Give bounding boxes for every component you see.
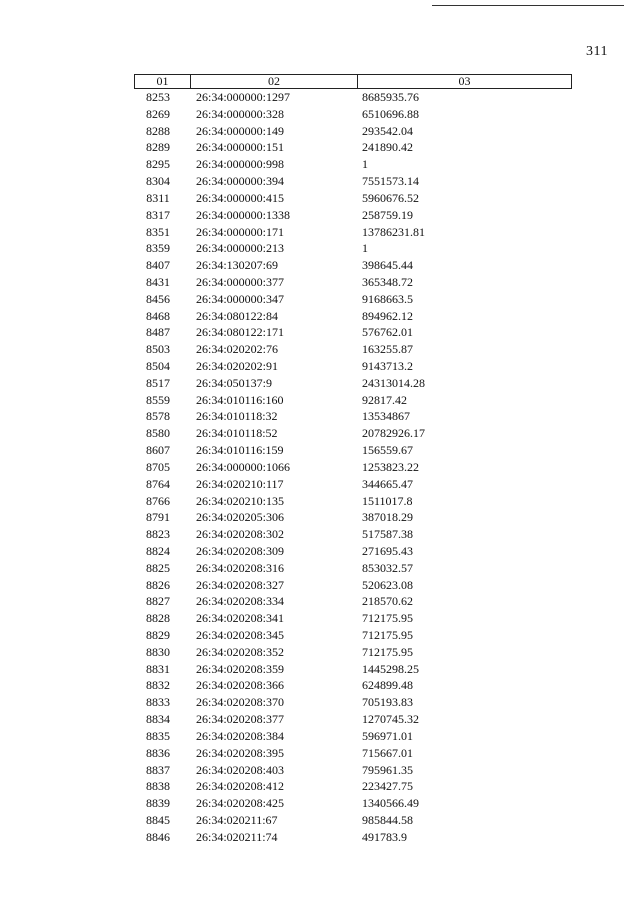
table-cell-col2: 26:34:020208:377	[196, 712, 285, 727]
table-cell-col3: 715667.01	[362, 745, 413, 760]
table-cell-col2: 26:34:000000:415	[196, 190, 285, 205]
table-header	[134, 74, 572, 89]
table-cell-col3: 491783.9	[362, 829, 407, 844]
table-row	[134, 644, 572, 661]
table-cell-col1: 8825	[146, 560, 170, 575]
table-cell-col2: 26:34:000000:151	[196, 140, 285, 155]
table-cell-col2: 26:34:020211:67	[196, 812, 278, 827]
table-cell-col2: 26:34:020208:403	[196, 762, 285, 777]
table-cell-col1: 8289	[146, 140, 170, 155]
table-cell-col2: 26:34:020208:412	[196, 779, 285, 794]
table-row	[134, 89, 572, 106]
table-cell-col2: 26:34:020208:425	[196, 796, 285, 811]
table-row	[134, 123, 572, 140]
table-cell-col1: 8487	[146, 325, 170, 340]
table-cell-col1: 8351	[146, 224, 170, 239]
table-cell-col2: 26:34:000000:171	[196, 224, 285, 239]
table-cell-col2: 26:34:020208:341	[196, 611, 285, 626]
table-cell-col3: 1511017.8	[362, 493, 413, 508]
table-row	[134, 274, 572, 291]
table-row	[134, 308, 572, 325]
table-row	[134, 627, 572, 644]
table-cell-col1: 8269	[146, 106, 170, 121]
table-cell-col3: 8685935.76	[362, 90, 419, 104]
table-cell-col3: 163255.87	[362, 342, 413, 357]
table-cell-col3: 13786231.81	[362, 224, 425, 239]
table-cell-col1: 8839	[146, 796, 170, 811]
table-row	[134, 493, 572, 510]
table-cell-col1: 8253	[146, 90, 170, 104]
table-row	[134, 341, 572, 358]
table-cell-col2: 26:34:000000:149	[196, 123, 285, 138]
table-cell-col1: 8304	[146, 174, 170, 189]
table-row	[134, 610, 572, 627]
table-row	[134, 442, 572, 459]
column-header-02: 02	[191, 75, 358, 88]
table-cell-col1: 8317	[146, 207, 170, 222]
table-cell-col2: 26:34:020205:306	[196, 510, 285, 525]
table-cell-col1: 8504	[146, 359, 170, 373]
table-cell-col1: 8838	[146, 779, 170, 794]
table-cell-col3: 853032.57	[362, 560, 413, 575]
table-cell-col3: 365348.72	[362, 274, 413, 289]
table-cell-col3: 894962.12	[362, 308, 413, 323]
table-cell-col1: 8837	[146, 762, 170, 777]
table-cell-col1: 8823	[146, 527, 170, 542]
table-cell-col2: 26:34:000000:394	[196, 174, 285, 189]
table-row	[134, 526, 572, 543]
table-cell-col1: 8766	[146, 493, 170, 508]
top-rule	[432, 5, 624, 6]
table-cell-col1: 8835	[146, 728, 170, 743]
table-cell-col3: 156559.67	[362, 443, 413, 458]
table-cell-col1: 8829	[146, 628, 170, 642]
table-cell-col3: 258759.19	[362, 207, 413, 222]
table-cell-col1: 8834	[146, 712, 170, 727]
table-cell-col1: 8517	[146, 375, 170, 390]
table-cell-col3: 1270745.32	[362, 712, 419, 727]
table-cell-col2: 26:34:000000:347	[196, 291, 285, 306]
table-cell-col2: 26:34:010118:32	[196, 409, 278, 424]
table-cell-col1: 8828	[146, 611, 170, 626]
table-cell-col2: 26:34:020202:91	[196, 359, 279, 373]
table-cell-col1: 8288	[146, 123, 170, 138]
table-cell-col3: 387018.29	[362, 510, 413, 525]
table-cell-col1: 8827	[146, 594, 170, 609]
table-cell-col3: 344665.47	[362, 476, 413, 491]
table-cell-col2: 26:34:000000:328	[196, 106, 285, 121]
table-cell-col2: 26:34:020208:302	[196, 527, 285, 542]
table-cell-col3: 92817.42	[362, 392, 407, 407]
table-row	[134, 694, 572, 711]
table-cell-col3: 985844.58	[362, 812, 413, 827]
table-cell-col3: 241890.42	[362, 140, 413, 155]
table-cell-col2: 26:34:020202:76	[196, 342, 279, 357]
table-cell-col3: 9168663.5	[362, 291, 413, 306]
table-row	[134, 207, 572, 224]
table-cell-col3: 520623.08	[362, 577, 413, 592]
table-cell-col1: 8845	[146, 812, 170, 827]
table-cell-col3: 5960676.52	[362, 190, 419, 205]
table-cell-col2: 26:34:020210:117	[196, 476, 284, 491]
table-cell-col3: 1	[362, 241, 368, 256]
table-row	[134, 795, 572, 812]
table-body	[134, 89, 572, 846]
table-cell-col3: 705193.83	[362, 695, 413, 710]
table-row	[134, 240, 572, 257]
table-cell-col3: 271695.43	[362, 543, 413, 558]
table-row	[134, 762, 572, 779]
table-cell-col1: 8824	[146, 543, 170, 558]
table-cell-col3: 1	[362, 157, 368, 172]
table-row	[134, 677, 572, 694]
table-cell-col1: 8831	[146, 661, 170, 676]
table-cell-col2: 26:34:020208:316	[196, 560, 285, 575]
table-row	[134, 711, 572, 728]
table-row	[134, 509, 572, 526]
table-cell-col1: 8559	[146, 392, 170, 407]
table-cell-col3: 596971.01	[362, 728, 413, 743]
table-cell-col2: 26:34:020208:395	[196, 745, 285, 760]
table-cell-col2: 26:34:080122:84	[196, 308, 279, 323]
table-cell-col3: 795961.35	[362, 762, 413, 777]
table-cell-col1: 8764	[146, 476, 170, 491]
table-cell-col2: 26:34:000000:1066	[196, 459, 291, 474]
table-cell-col1: 8832	[146, 678, 170, 693]
table-cell-col1: 8311	[146, 190, 170, 205]
table-cell-col3: 624899.48	[362, 678, 413, 693]
table-cell-col1: 8456	[146, 291, 170, 306]
table-row	[134, 224, 572, 241]
table-cell-col3: 1340566.49	[362, 796, 419, 811]
table-cell-col3: 13534867	[362, 409, 410, 424]
table-row	[134, 358, 572, 375]
table-row	[134, 139, 572, 156]
table-row	[134, 106, 572, 123]
table-cell-col3: 398645.44	[362, 258, 413, 273]
table-cell-col1: 8705	[146, 459, 170, 474]
table-row	[134, 593, 572, 610]
table-cell-col1: 8468	[146, 308, 170, 323]
data-table	[134, 74, 572, 846]
table-row	[134, 560, 572, 577]
table-row	[134, 812, 572, 829]
table-row	[134, 661, 572, 678]
table-cell-col1: 8836	[146, 745, 170, 760]
table-cell-col2: 26:34:050137:9	[196, 375, 273, 390]
table-cell-col2: 26:34:000000:1297	[196, 90, 291, 104]
table-cell-col1: 8833	[146, 695, 170, 710]
table-row	[134, 257, 572, 274]
table-cell-col1: 8580	[146, 426, 170, 441]
table-cell-col3: 24313014.28	[362, 375, 425, 390]
table-cell-col3: 1445298.25	[362, 661, 419, 676]
table-cell-col2: 26:34:000000:998	[196, 157, 285, 172]
table-cell-col2: 26:34:020210:135	[196, 493, 285, 508]
table-cell-col1: 8830	[146, 644, 170, 659]
table-cell-col3: 6510696.88	[362, 106, 419, 121]
table-cell-col2: 26:34:000000:1338	[196, 207, 291, 222]
table-cell-col2: 26:34:020208:352	[196, 644, 285, 659]
table-cell-col1: 8431	[146, 274, 170, 289]
table-cell-col1: 8846	[146, 829, 170, 844]
page-number: 311	[586, 44, 608, 59]
table-row	[134, 324, 572, 341]
table-row	[134, 425, 572, 442]
table-cell-col3: 218570.62	[362, 594, 413, 609]
table-row	[134, 190, 572, 207]
table-cell-col1: 8295	[146, 157, 170, 172]
table-cell-col3: 712175.95	[362, 628, 413, 642]
table-row	[134, 728, 572, 745]
table-cell-col3: 7551573.14	[362, 174, 419, 189]
table-row	[134, 778, 572, 795]
table-cell-col2: 26:34:000000:213	[196, 241, 285, 256]
table-cell-col3: 293542.04	[362, 123, 413, 138]
table-cell-col2: 26:34:080122:171	[196, 325, 285, 340]
table-cell-col3: 712175.95	[362, 611, 413, 626]
table-row	[134, 408, 572, 425]
table-cell-col2: 26:34:000000:377	[196, 274, 285, 289]
table-cell-col2: 26:34:020211:74	[196, 829, 278, 844]
table-row	[134, 173, 572, 190]
table-cell-col2: 26:34:020208:359	[196, 661, 285, 676]
table-cell-col3: 9143713.2	[362, 359, 413, 373]
table-cell-col2: 26:34:020208:345	[196, 628, 285, 642]
table-cell-col2: 26:34:020208:366	[196, 678, 285, 693]
table-cell-col2: 26:34:020208:370	[196, 695, 285, 710]
table-cell-col2: 26:34:010116:160	[196, 392, 284, 407]
table-cell-col2: 26:34:010118:52	[196, 426, 278, 441]
table-cell-col3: 712175.95	[362, 644, 413, 659]
table-cell-col2: 26:34:020208:334	[196, 594, 285, 609]
table-cell-col1: 8503	[146, 342, 170, 357]
table-cell-col3: 576762.01	[362, 325, 413, 340]
column-header-03: 03	[458, 74, 471, 88]
table-row	[134, 291, 572, 308]
table-cell-col3: 20782926.17	[362, 426, 425, 441]
table-cell-col2: 26:34:010116:159	[196, 443, 284, 458]
table-row	[134, 745, 572, 762]
table-cell-col2: 26:34:020208:309	[196, 543, 285, 558]
table-row	[134, 459, 572, 476]
table-cell-col1: 8407	[146, 258, 170, 273]
table-cell-col3: 1253823.22	[362, 459, 419, 474]
table-cell-col2: 26:34:130207:69	[196, 258, 279, 273]
table-cell-col1: 8607	[146, 443, 170, 458]
table-row	[134, 476, 572, 493]
table-cell-col3: 223427.75	[362, 779, 413, 794]
column-header-01: 01	[135, 75, 191, 88]
table-row	[134, 543, 572, 560]
table-row	[134, 375, 572, 392]
table-cell-col1: 8791	[146, 510, 170, 525]
table-row	[134, 829, 572, 846]
table-row	[134, 392, 572, 409]
table-cell-col1: 8359	[146, 241, 170, 256]
table-cell-col2: 26:34:020208:327	[196, 577, 285, 592]
table-cell-col3: 517587.38	[362, 527, 413, 542]
table-row	[134, 577, 572, 594]
table-cell-col2: 26:34:020208:384	[196, 728, 285, 743]
table-cell-col1: 8578	[146, 409, 170, 424]
table-row	[134, 156, 572, 173]
table-cell-col1: 8826	[146, 577, 170, 592]
